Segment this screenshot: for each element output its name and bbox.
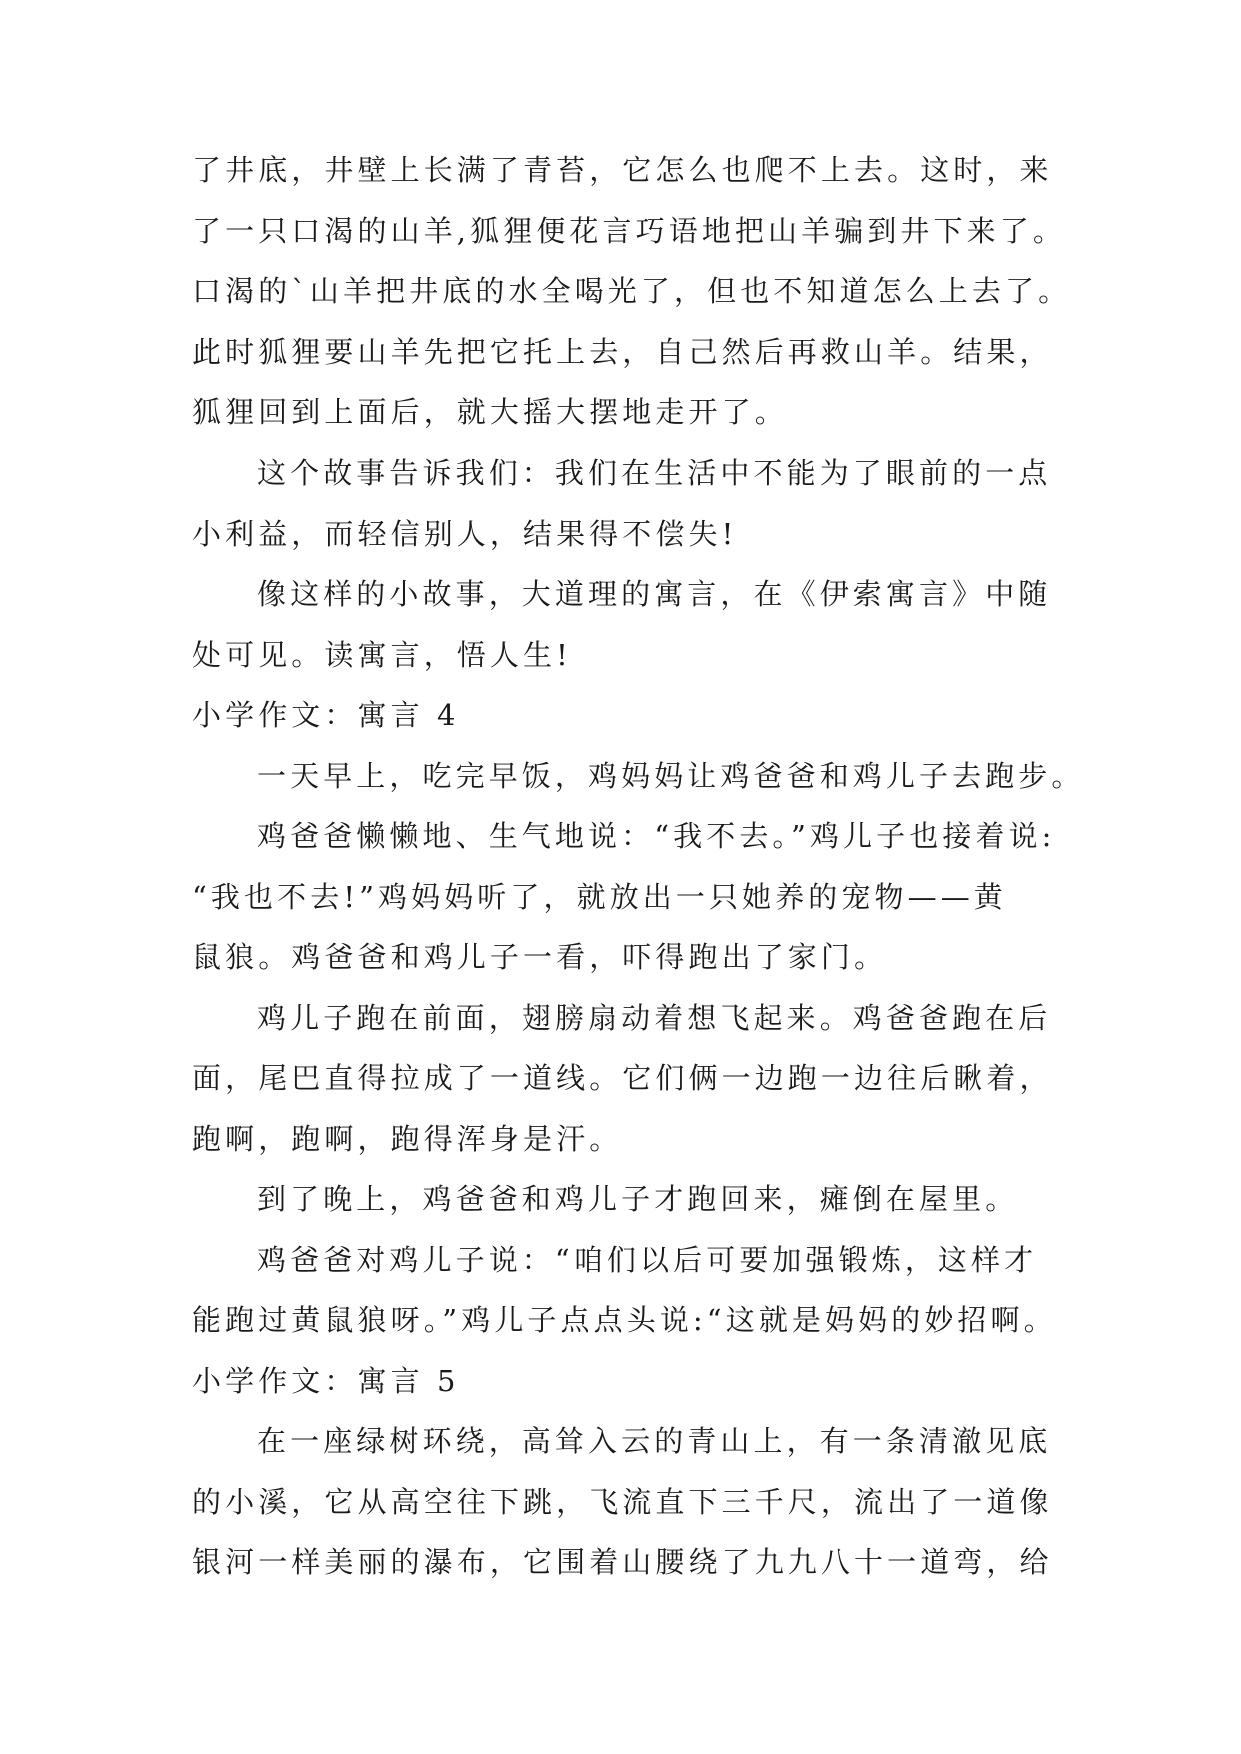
paragraph-start-line: 鸡儿子跑在前面，翅膀扇动着想飞起来。鸡爸爸跑在后 [257,1001,1052,1035]
paragraph-start-line: 像这样的小故事，大道理的寓言，在《伊索寓言》中随 [257,577,1052,611]
paragraph-start-line: 一天早上，吃完早饭，鸡妈妈让鸡爸爸和鸡儿子去跑步。 [257,759,1085,793]
text-line: 的小溪，它从高空往下跳，飞流直下三千尺，流出了一道像 [192,1485,1053,1519]
text-line: 小利益，而轻信别人，结果得不偿失! [192,517,738,551]
paragraph-start-line: 这个故事告诉我们：我们在生活中不能为了眼前的一点 [257,456,1052,490]
section-heading: 小学作文：寓言 4 [192,698,460,732]
paragraph-start-line: 鸡爸爸对鸡儿子说：“咱们以后可要加强锻炼，这样才 [257,1243,1038,1277]
paragraph-start-line: 到了晚上，鸡爸爸和鸡儿子才跑回来，瘫倒在屋里。 [257,1182,1019,1216]
paragraph-start-line: 在一座绿树环绕，高耸入云的青山上，有一条清澈见底 [257,1424,1052,1458]
text-line: 了一只口渴的山羊,狐狸便花言巧语地把山羊骗到井下来了。 [192,214,1066,248]
section-heading: 小学作文：寓言 5 [192,1364,460,1398]
text-line: 鼠狼。鸡爸爸和鸡儿子一看，吓得跑出了家门。 [192,940,888,974]
text-line: 跑啊，跑啊，跑得浑身是汗。 [192,1122,623,1156]
text-line: “我也不去!”鸡妈妈听了，就放出一只她养的宠物——黄 [192,880,1007,914]
text-line: 此时狐狸要山羊先把它托上去，自己然后再救山羊。结果， [192,335,1053,369]
text-line: 银河一样美丽的瀑布，它围着山腰绕了九九八十一道弯，给 [192,1545,1053,1579]
text-line: 面，尾巴直得拉成了一道线。它们俩一边跑一边往后瞅着， [192,1061,1053,1095]
text-line: 处可见。读寓言，悟人生! [192,638,572,672]
text-line: 了井底，井壁上长满了青苔，它怎么也爬不上去。这时，来 [192,153,1053,187]
text-line: 狐狸回到上面后，就大摇大摆地走开了。 [192,395,788,429]
paragraph-start-line: 鸡爸爸懒懒地、生气地说：“我不去。”鸡儿子也接着说: [257,819,1056,853]
text-line: 口渴的`山羊把井底的水全喝光了，但也不知道怎么上去了。 [192,274,1072,308]
text-line: 能跑过黄鼠狼呀。”鸡儿子点点头说:“这就是妈妈的妙招啊。 [192,1303,1057,1337]
